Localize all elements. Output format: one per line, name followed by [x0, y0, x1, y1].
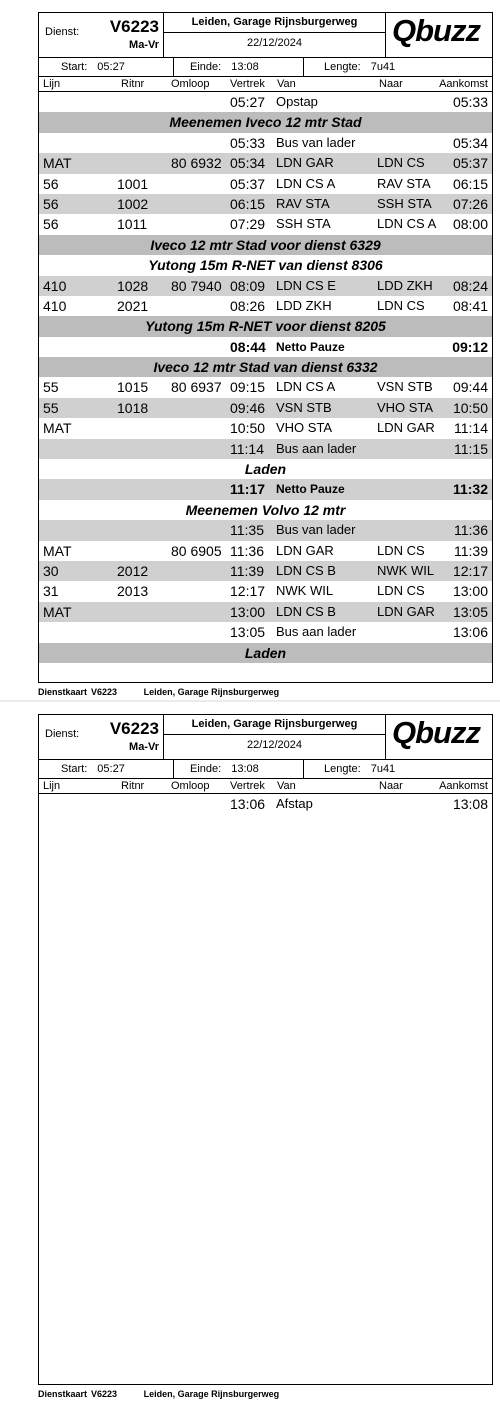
service-date: 22/12/2024 [246, 37, 303, 49]
qbuzz-logo: Qbuzz [392, 13, 480, 48]
cell-aankomst: 13:08 [452, 796, 488, 812]
cell-aankomst: 10:50 [452, 399, 488, 416]
cell-vertrek: 07:29 [230, 216, 266, 233]
dienst-number: V6223 [109, 17, 159, 36]
section-title: Iveco 12 mtr Stad van dienst 6332 [153, 359, 378, 376]
logo-cell [386, 13, 492, 57]
cell-vertrek: 13:00 [230, 603, 266, 620]
cell-lijn: 56 [43, 175, 59, 192]
trip-row [39, 153, 492, 173]
trip-row [39, 133, 492, 153]
cell-van: NWK WIL [276, 583, 334, 599]
einde-time: 13:08 [231, 763, 259, 775]
page-2 [0, 702, 500, 1426]
page-1 [0, 0, 500, 702]
dienstkaart-frame [38, 12, 493, 683]
col-ritnr: Ritnr [121, 78, 145, 90]
cell-vertrek: 09:46 [230, 399, 266, 416]
cell-naar: LDN GAR [377, 603, 435, 619]
cell-aankomst: 05:33 [452, 94, 488, 110]
trip-row [39, 92, 492, 112]
cell-naar: RAV STA [377, 175, 431, 191]
col-lijn: Lijn [43, 780, 61, 792]
location-name: Leiden, Garage Rijnsburgerweg [164, 718, 385, 735]
location-cell [164, 715, 386, 759]
trip-row [39, 561, 492, 581]
pause-label: Netto Pauze [276, 339, 345, 354]
cell-aankomst: 05:37 [452, 155, 488, 172]
logo-cell [386, 715, 492, 759]
section-title: Meenemen Volvo 12 mtr [185, 501, 346, 518]
cell-omloop: 80 6905 [171, 542, 222, 559]
cell-vertrek: 13:06 [230, 796, 266, 812]
trip-row [39, 214, 492, 234]
cell-van: LDN CS E [276, 277, 336, 293]
cell-van: Bus aan lader [276, 440, 357, 456]
trip-row [39, 794, 492, 814]
col-naar: Naar [379, 78, 403, 90]
cell-vertrek: 08:26 [230, 297, 266, 314]
cell-aankomst: 09:44 [452, 379, 488, 396]
col-naar: Naar [379, 780, 403, 792]
cell-vertrek: 05:34 [230, 155, 266, 172]
cell-lijn: 31 [43, 583, 59, 600]
pause-row [39, 479, 492, 499]
footer-location: Leiden, Garage Rijnsburgerweg [143, 687, 280, 697]
cell-ritnr: 1002 [117, 195, 149, 212]
lengte-label: Lengte: [324, 763, 361, 775]
cell-naar: VHO STA [377, 399, 434, 415]
cell-aankomst: 13:06 [452, 624, 488, 641]
cell-naar: LDN CS A [377, 216, 437, 232]
cell-aankomst: 08:00 [452, 216, 488, 233]
cell-lijn: 55 [43, 379, 59, 396]
cell-aankomst: 08:41 [452, 297, 488, 314]
cell-van: LDD ZKH [276, 297, 332, 313]
section-title: Yutong 15m R-NET van dienst 8306 [148, 257, 383, 274]
dienstkaart-frame [38, 714, 493, 1385]
cell-naar: NWK WIL [377, 562, 435, 578]
cell-ritnr: 1015 [117, 379, 149, 396]
section-row [39, 112, 492, 132]
section-title: Yutong 15m R-NET voor dienst 8205 [145, 318, 386, 335]
col-vertrek: Vertrek [230, 78, 265, 90]
times-bar [39, 57, 492, 77]
cell-lijn: MAT [43, 420, 72, 437]
dienst-cell [39, 715, 164, 759]
qbuzz-logo: Qbuzz [392, 715, 480, 750]
dienst-number: V6223 [109, 719, 159, 738]
cell-vertrek: 11:36 [230, 542, 264, 559]
cell-lijn: 30 [43, 562, 59, 579]
col-omloop: Omloop [171, 78, 210, 90]
cell-van: LDN CS A [276, 175, 336, 191]
cell-van: LDN GAR [276, 542, 334, 558]
col-vertrek: Vertrek [230, 780, 265, 792]
cell-omloop: 80 6937 [171, 379, 222, 396]
footer-title [38, 687, 117, 697]
cell-van: Bus van lader [276, 522, 356, 538]
cell-ritnr: 2012 [117, 562, 149, 579]
col-van: Van [277, 780, 296, 792]
cell-ritnr: 1001 [117, 175, 149, 192]
pause-start: 08:44 [230, 338, 266, 355]
trip-row [39, 602, 492, 622]
cell-van: Bus van lader [276, 134, 356, 150]
cell-aankomst: 13:05 [452, 603, 488, 620]
cell-aankomst: 08:24 [452, 277, 488, 294]
cell-van: LDN CS B [276, 603, 336, 619]
dienst-cell [39, 13, 164, 57]
cell-van: VHO STA [276, 420, 333, 436]
trip-row [39, 541, 492, 561]
trip-row [39, 276, 492, 296]
lengte-label: Lengte: [324, 61, 361, 73]
cell-vertrek: 05:37 [230, 175, 266, 192]
section-title: Meenemen Iveco 12 mtr Stad [169, 114, 362, 131]
trip-row [39, 520, 492, 540]
pause-start: 11:17 [230, 481, 266, 498]
card-header [39, 13, 492, 57]
cell-aankomst: 11:39 [454, 542, 488, 559]
cell-omloop: 80 7940 [171, 277, 222, 294]
cell-lijn: 55 [43, 399, 59, 416]
cell-lijn: 410 [43, 297, 67, 314]
cell-naar: SSH STA [377, 195, 432, 211]
section-row [39, 357, 492, 377]
cell-ritnr: 1028 [117, 277, 149, 294]
footer-label: Dienstkaart [38, 1389, 88, 1399]
trip-table [39, 92, 492, 663]
cell-lijn: MAT [43, 155, 72, 172]
cell-naar: LDD ZKH [377, 277, 433, 293]
lengte-cell [304, 58, 494, 76]
start-time: 05:27 [97, 61, 125, 73]
cell-naar: VSN STB [377, 379, 433, 395]
cell-aankomst: 11:36 [454, 522, 488, 539]
cell-aankomst: 05:34 [452, 134, 488, 151]
column-header [39, 779, 492, 794]
trip-row [39, 622, 492, 642]
cell-aankomst: 11:15 [454, 440, 488, 457]
cell-ritnr: 1011 [117, 216, 148, 233]
section-row [39, 500, 492, 520]
cell-lijn: MAT [43, 542, 72, 559]
trip-row [39, 174, 492, 194]
cell-vertrek: 12:17 [230, 583, 266, 600]
start-cell [39, 760, 174, 778]
section-row [39, 643, 492, 663]
cell-vertrek: 11:39 [230, 562, 264, 579]
cell-aankomst: 07:26 [452, 195, 488, 212]
einde-cell [174, 58, 304, 76]
footer-label: Dienstkaart [38, 687, 88, 697]
cell-lijn: 410 [43, 277, 67, 294]
cell-naar: LDN CS [377, 542, 425, 558]
start-label: Start: [61, 763, 88, 775]
trip-row [39, 418, 492, 438]
page-footer [38, 687, 303, 697]
einde-label: Einde: [190, 763, 222, 775]
service-date: 22/12/2024 [246, 739, 303, 751]
cell-naar: LDN CS [377, 297, 425, 313]
cell-van: LDN CS A [276, 379, 336, 395]
cell-ritnr: 2013 [117, 583, 149, 600]
cell-van: LDN GAR [276, 155, 334, 171]
col-aankomst: Aankomst [439, 780, 488, 792]
lengte-cell [304, 760, 494, 778]
cell-vertrek: 11:35 [230, 522, 264, 539]
pause-end: 09:12 [452, 338, 488, 355]
section-row [39, 255, 492, 275]
trip-table [39, 794, 492, 814]
location-cell [164, 13, 386, 57]
section-row [39, 459, 492, 479]
cell-van: SSH STA [276, 216, 331, 232]
einde-time: 13:08 [231, 61, 259, 73]
cell-omloop: 80 6932 [171, 155, 222, 172]
cell-aankomst: 11:14 [454, 420, 488, 437]
cell-lijn: 56 [43, 216, 59, 233]
cell-naar: LDN CS [377, 583, 425, 599]
section-row [39, 235, 492, 255]
cell-ritnr: 1018 [117, 399, 149, 416]
cell-vertrek: 09:15 [230, 379, 266, 396]
cell-naar: LDN CS [377, 155, 425, 171]
cell-vertrek: 05:27 [230, 94, 266, 110]
col-omloop: Omloop [171, 780, 210, 792]
footer-title [38, 1389, 117, 1399]
cell-vertrek: 05:33 [230, 134, 266, 151]
column-header [39, 77, 492, 92]
cell-van: Afstap [276, 796, 313, 811]
cell-van: Opstap [276, 94, 318, 109]
cell-lijn: 56 [43, 195, 59, 212]
dienst-label: Dienst: [45, 26, 80, 38]
pause-end: 11:32 [452, 481, 488, 498]
section-title: Laden [244, 644, 287, 661]
col-van: Van [277, 78, 296, 90]
cell-vertrek: 06:15 [230, 195, 266, 212]
col-lijn: Lijn [43, 78, 61, 90]
cell-vertrek: 11:14 [230, 440, 264, 457]
cell-vertrek: 10:50 [230, 420, 266, 437]
dienst-label: Dienst: [45, 728, 80, 740]
cell-van: VSN STB [276, 399, 332, 415]
cell-van: Bus aan lader [276, 624, 357, 640]
pause-row [39, 337, 492, 357]
cell-lijn: MAT [43, 603, 72, 620]
dienst-days: Ma-Vr [129, 741, 159, 753]
einde-cell [174, 760, 304, 778]
col-aankomst: Aankomst [439, 78, 488, 90]
start-cell [39, 58, 174, 76]
lengte-value: 7u41 [370, 61, 396, 73]
cell-aankomst: 13:00 [452, 583, 488, 600]
cell-naar: LDN GAR [377, 420, 435, 436]
footer-location: Leiden, Garage Rijnsburgerweg [143, 1389, 280, 1399]
section-title: Laden [244, 461, 287, 478]
trip-row [39, 398, 492, 418]
location-name: Leiden, Garage Rijnsburgerweg [164, 16, 385, 33]
dienst-days: Ma-Vr [129, 39, 159, 51]
trip-row [39, 439, 492, 459]
cell-van: RAV STA [276, 195, 330, 211]
trip-row [39, 377, 492, 397]
start-time: 05:27 [97, 763, 125, 775]
einde-label: Einde: [190, 61, 222, 73]
section-row [39, 316, 492, 336]
card-header [39, 715, 492, 759]
start-label: Start: [61, 61, 88, 73]
lengte-value: 7u41 [370, 763, 396, 775]
trip-row [39, 296, 492, 316]
trip-row [39, 581, 492, 601]
col-ritnr: Ritnr [121, 780, 145, 792]
cell-aankomst: 12:17 [452, 562, 488, 579]
section-title: Iveco 12 mtr Stad voor dienst 6329 [150, 236, 381, 253]
cell-aankomst: 06:15 [452, 175, 488, 192]
pause-label: Netto Pauze [276, 482, 345, 497]
cell-vertrek: 13:05 [230, 624, 266, 641]
footer-dienst: V6223 [91, 687, 118, 697]
cell-van: LDN CS B [276, 562, 336, 578]
footer-dienst: V6223 [91, 1389, 118, 1399]
times-bar [39, 759, 492, 779]
page-footer [38, 1389, 303, 1399]
trip-row [39, 194, 492, 214]
cell-ritnr: 2021 [117, 297, 149, 314]
cell-vertrek: 08:09 [230, 277, 266, 294]
